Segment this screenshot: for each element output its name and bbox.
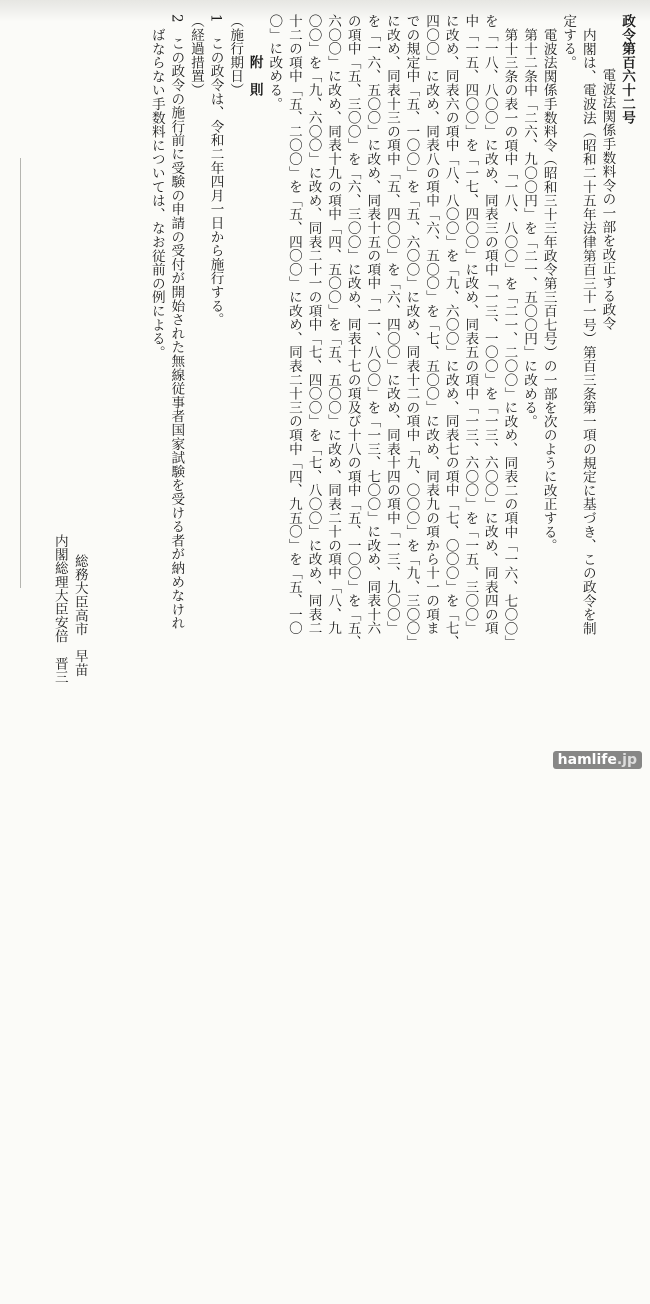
signature-role: 内閣総理大臣 (51, 534, 68, 616)
signature-prime-minister (49, 534, 70, 684)
column-divider (20, 158, 21, 588)
body-line: を「一六、五〇〇」に改め、同表十五の項中「一一、八〇〇」を「一三、七〇〇」に改め、同表十六 (364, 14, 381, 635)
body-line: 十二の項中「五、二〇〇」を「五、四〇〇」に改め、同表二十三の項中「四、九五〇」を「五、一〇 (285, 14, 302, 635)
body-line: 〇〇」を「九、六〇〇」に改め、同表二十一の項中「七、四〇〇」を「七、八〇〇」に改め、同表二 (305, 14, 322, 635)
body-line: 四〇〇」に改め、同表八の項中「六、五〇〇」を「七、五〇〇」に改め、同表九の項から十一の項ま (423, 14, 440, 635)
amendment-lead: 電波法関係手数料令（昭和三十三年政令第三百七号）の一部を次のように改正する。 (540, 27, 557, 552)
preamble-line: 定する。 (560, 14, 577, 70)
preamble-line: 内閣は、電波法（昭和二十五年法律第百三十一号）第百三条第一項の規定に基づき、この政令を制 (579, 27, 596, 635)
body-line: 第十二条中「二六、九〇〇円」を「二一、五〇〇円」に改める。 (521, 27, 538, 428)
body-line: での規定中「五、一〇〇」を「五、六〇〇」に改め、同表十二の項中「九、〇〇〇」を「九、三〇〇」 (403, 14, 420, 649)
signature-block (49, 14, 70, 1284)
body-line: を「一八、八〇〇」に改め、同表三の項中「一三、一〇〇」を「一三、六〇〇」に改め、同表四の項 (481, 14, 498, 635)
body-line: に改め、同表六の項中「八、八〇〇」を「九、六〇〇」に改め、同表七の項中「七、〇〇〇」を「七、 (442, 14, 459, 649)
ordinance-text (146, 14, 636, 764)
supplementary-p2-line: ばならない手数料については、なお従前の例による。 (148, 27, 165, 359)
body-line: に改め、同表十三の項中「五、四〇〇」を「六、四〇〇」に改め、同表十四の項中「一三、九〇〇」 (383, 14, 400, 635)
signature-minister (69, 554, 90, 676)
supplementary-p2-line: 2 この政令の施行前に受験の申請の受付が開始された無線従事者国家試験を受ける者が納めなけれ (168, 14, 185, 631)
supplementary-heading: 附 則 (246, 54, 263, 97)
supplementary-p1-heading: （施行期日） (227, 14, 244, 97)
signature-name: 高市 早苗 (71, 608, 88, 677)
body-line: 第十三条の表一の項中「一八、八〇〇」を「二一、二〇〇」に改め、同表二の項中「一六、七〇〇」 (501, 27, 518, 649)
signature-block (69, 14, 90, 1304)
ordinance-subtitle: 電波法関係手数料令の一部を改正する政令 (599, 68, 616, 331)
body-line: 六〇〇」に改め、同表十九の項中「四、五〇〇」を「五、五〇〇」に改め、同表二十の項中「八、九 (325, 14, 342, 635)
hamlife-watermark: hamlife.jp (553, 751, 642, 769)
supplementary-p1-text: 1 この政令は、令和二年四月一日から施行する。 (207, 14, 224, 327)
body-line: 中「一五、四〇〇」を「一七、四〇〇」に改め、同表五の項中「一三、六〇〇」を「一五、三〇〇」 (462, 14, 479, 635)
signature-name: 安倍 晋三 (51, 615, 68, 684)
body-line: の項中「五、三〇〇」を「六、三〇〇」に改め、同表十七の項及び十八の項中「五、一〇〇」を「五、 (344, 14, 361, 649)
body-line: 〇」に改める。 (266, 14, 283, 111)
supplementary-p2-heading: （経過措置） (187, 14, 204, 97)
ordinance-number: 政令第百六十二号 (619, 14, 635, 125)
signature-role: 総務大臣 (71, 554, 88, 609)
